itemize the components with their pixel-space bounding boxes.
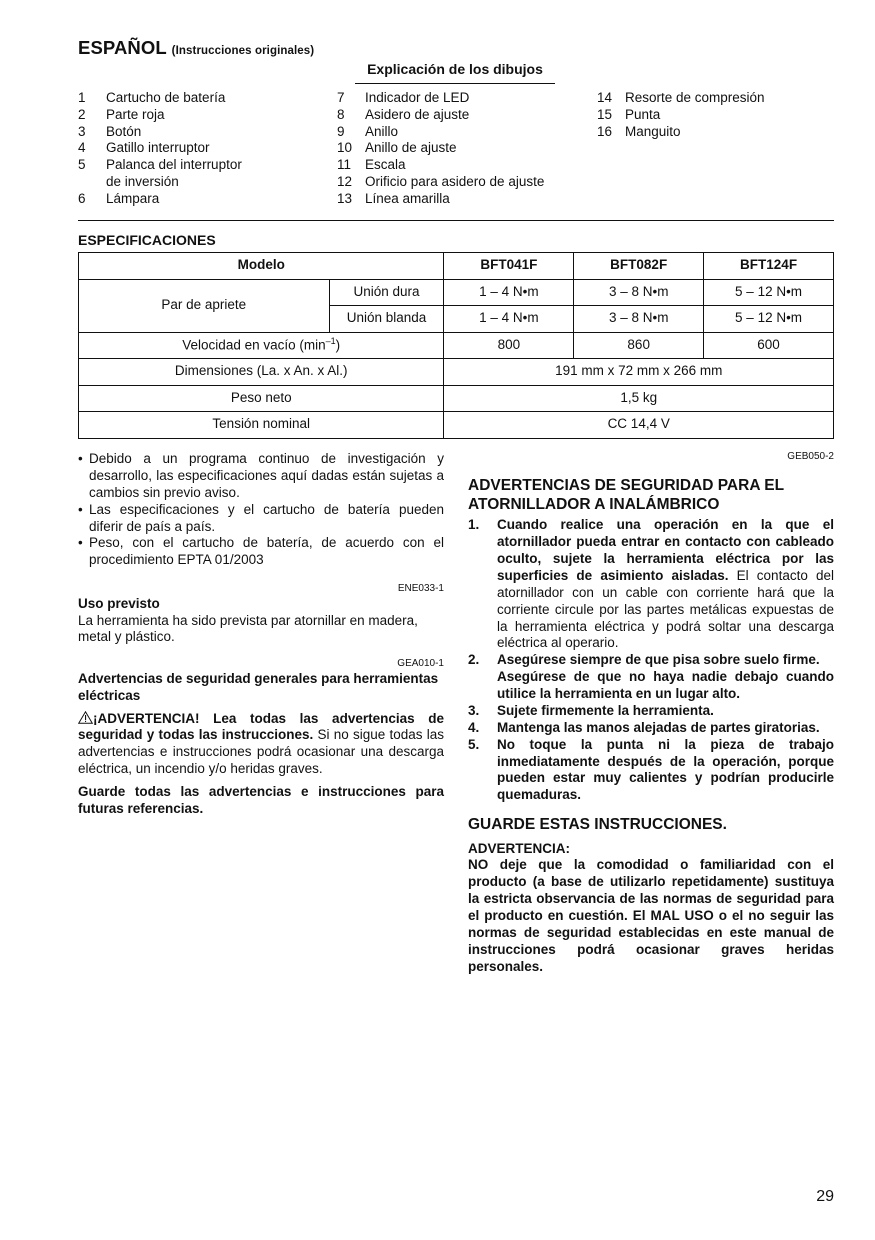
parts-column-3 [597, 90, 765, 140]
part-row: 7 Indicador de LED [337, 90, 470, 105]
safety-list [468, 517, 834, 804]
save-instructions-heading: GUARDE ESTAS INSTRUCCIONES. [468, 816, 727, 834]
list-item: 3. Sujete firmemente la herramienta. [468, 702, 714, 718]
part-row: 9 Anillo [337, 123, 399, 139]
table-cell: 3 – 8 N•m [574, 279, 704, 306]
intended-use-text: La herramienta ha sido prevista par atornillar en madera, metal y plástico. [78, 612, 418, 645]
dimensions-value: 191 mm x 72 mm x 266 mm [444, 359, 834, 386]
list-item: • Debido a un programa continuo de investigación y desarrollo, las especificaciones aquí dadas están sujetas a cambios sin previo aviso. [78, 451, 444, 502]
part-row: 16 Manguito [597, 123, 681, 139]
part-row: 4 Gatillo interruptor [78, 140, 210, 156]
hard-joint-label: Unión dura [329, 279, 444, 306]
general-warnings-heading: Advertencias de seguridad generales para herramientas eléctricas [78, 670, 439, 703]
right-column [468, 451, 834, 976]
warning-triangle-icon [78, 711, 93, 724]
doc-code: GEA010-1 [397, 658, 444, 670]
list-item: 4. Mantenga las manos alejadas de partes giratorias. [468, 719, 820, 735]
table-cell: 860 [574, 332, 704, 359]
table-row [79, 385, 834, 412]
language-heading [78, 36, 314, 59]
torque-label: Par de apriete [79, 279, 330, 332]
voltage-value: CC 14,4 V [444, 412, 834, 439]
part-row: 14 Resorte de compresión [597, 90, 765, 105]
screwdriver-safety-heading: ADVERTENCIAS DE SEGURIDAD PARA EL ATORNILLADOR A INALÁMBRICO [468, 476, 784, 513]
parts-column-1 [78, 90, 242, 208]
table-cell: 800 [444, 332, 574, 359]
specifications-table [78, 252, 834, 439]
warning-text: NO deje que la comodidad o familiaridad con el producto (a base de utilizarlo repetidamente) sustituya la estricta observancia de las normas de seguridad para el producto en cuestión. El MAL USO o el no seguir las normas de seguridad establecidas en este manual de instrucciones podrá ocasionar graves heridas personales. [468, 857, 834, 974]
part-row: 6 Lámpara [78, 190, 160, 206]
section-divider [78, 220, 834, 221]
parts-legend [78, 90, 834, 220]
list-item: 2. Asegúrese siempre de que pisa sobre suelo firme. Asegúrese de que no haya nadie debajo cuando utilice la herramienta en un lugar alto. [468, 652, 834, 701]
list-item: 1. Cuando realice una operación en la que el atornillador pueda entrar en contacto con cableado oculto, sujete la herramienta eléctrica por las superficies de asimiento aisladas. El contacto del atornillador con un cable con corriente hará que la corriente circule por las partes metálicas expuestas de la herramienta eléctrica y podrá soltar una descarga eléctrica al operario. [468, 517, 834, 651]
table-row [79, 412, 834, 439]
table-row [79, 279, 834, 306]
keep-instructions-text: Guarde todas las advertencias e instrucciones para futuras referencias. [78, 784, 444, 816]
table-row [79, 332, 834, 359]
table-cell: 1 – 4 N•m [444, 306, 574, 333]
part-row: 10 Anillo de ajuste [337, 140, 457, 156]
part-row: 13 Línea amarilla [337, 190, 450, 206]
model-bft082f: BFT082F [574, 253, 704, 280]
part-row: de inversión [106, 173, 179, 189]
part-row: 8 Asidero de ajuste [337, 106, 470, 122]
model-header: Modelo [79, 253, 444, 280]
soft-joint-label: Unión blanda [329, 306, 444, 333]
table-cell: 1 – 4 N•m [444, 279, 574, 306]
intended-use-heading: Uso previsto [78, 595, 160, 611]
manual-page [78, 0, 834, 1240]
list-item: • Peso, con el cartucho de batería, de acuerdo con el procedimiento EPTA 01/2003 [78, 535, 444, 569]
doc-code: ENE033-1 [397, 583, 444, 595]
language-label: ESPAÑOL [78, 37, 167, 58]
list-item: 5. No toque la punta ni la pieza de trabajo inmediatamente después de la operación, porque pueden estar muy calientes y podrían producirle quemaduras. [468, 736, 834, 803]
table-cell: 5 – 12 N•m [704, 279, 834, 306]
drawings-title: Explicación de los dibujos [355, 61, 555, 84]
model-bft124f: BFT124F [704, 253, 834, 280]
table-cell: 5 – 12 N•m [704, 306, 834, 333]
warning-label: ADVERTENCIA: [468, 840, 571, 856]
part-row: 11 Escala [337, 157, 406, 173]
part-row: 3 Botón [78, 123, 142, 139]
model-bft041f: BFT041F [444, 253, 574, 280]
doc-code: GEB050-2 [787, 451, 834, 462]
part-row: 1 Cartucho de batería [78, 90, 226, 105]
general-warning-paragraph: ¡ADVERTENCIA! Lea todas las advertencias de seguridad y todas las instrucciones. Si no sigue todas las advertencias e instrucciones podrá ocasionar una descarga eléctrica, un incendio y/o heridas graves. [78, 710, 444, 777]
dimensions-label: Dimensiones (La. x An. x Al.) [79, 359, 444, 386]
table-cell: 600 [704, 332, 834, 359]
weight-label: Peso neto [79, 385, 444, 412]
part-row: 5 Palanca del interruptor [78, 157, 242, 173]
spec-notes [78, 451, 444, 569]
voltage-label: Tensión nominal [79, 412, 444, 439]
original-instructions-label: (Instrucciones originales) [171, 45, 315, 57]
part-row: 12 Orificio para asidero de ajuste [337, 173, 545, 189]
part-row: 2 Parte roja [78, 106, 165, 122]
table-row [79, 253, 834, 280]
left-column [78, 451, 444, 818]
specifications-heading: ESPECIFICACIONES [78, 232, 216, 248]
speed-label: Velocidad en vacío $(\min^{-1})$ [79, 332, 444, 359]
list-item: • Las especificaciones y el cartucho de batería pueden diferir de país a país. [78, 502, 444, 536]
table-cell: 3 – 8 N•m [574, 306, 704, 333]
weight-value: 1,5 kg [444, 385, 834, 412]
page-number: 29 [816, 1188, 834, 1205]
parts-column-2 [337, 90, 544, 208]
table-row [79, 359, 834, 386]
part-row: 15 Punta [597, 106, 661, 122]
